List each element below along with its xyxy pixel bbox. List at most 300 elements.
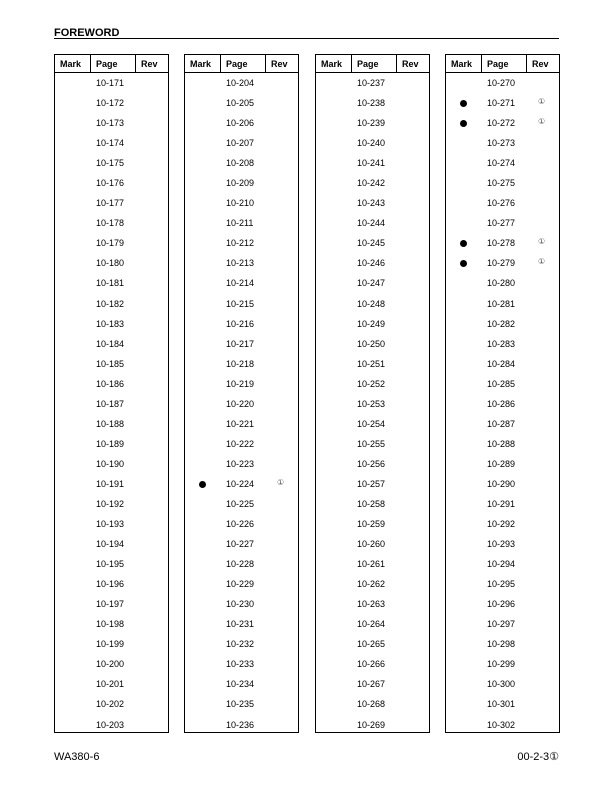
- table-body: [185, 75, 298, 737]
- table-row: [316, 336, 429, 356]
- table-row: [185, 596, 298, 616]
- table-row: [185, 316, 298, 336]
- table-row: [316, 296, 429, 316]
- page-number-cell: 10-238: [357, 98, 386, 109]
- page-number-cell: 10-239: [357, 118, 386, 129]
- table-row: [55, 275, 168, 295]
- table-row: [446, 396, 559, 416]
- page-number-cell: 10-254: [357, 418, 386, 429]
- table-row: [316, 616, 429, 636]
- page-number-cell: 10-268: [357, 699, 386, 710]
- page-number-cell: 10-247: [357, 278, 386, 289]
- table-row: [446, 596, 559, 616]
- table-row: [185, 636, 298, 656]
- table-row: [446, 135, 559, 155]
- page-number-cell: 10-299: [487, 659, 516, 670]
- page-number-cell: 10-209: [226, 178, 255, 189]
- page-number-cell: 10-211: [226, 218, 254, 229]
- page-number-cell: 10-171: [96, 78, 125, 88]
- page-number-cell: 10-210: [226, 198, 255, 209]
- page-number-cell: 10-262: [357, 579, 386, 590]
- page-number-cell: 10-249: [357, 318, 386, 329]
- column-header-rev: Rev: [141, 59, 158, 69]
- page-number-cell: 10-261: [357, 559, 386, 570]
- page-number-cell: 10-203: [96, 719, 125, 730]
- page-number-cell: 10-296: [487, 599, 516, 610]
- page-number-cell: 10-184: [96, 338, 125, 349]
- page-number-cell: 10-256: [357, 458, 386, 469]
- page-number-cell: 10-278: [487, 238, 516, 249]
- table-row: [55, 496, 168, 516]
- column-header-page: Page: [96, 59, 118, 69]
- page-number-cell: 10-283: [487, 338, 516, 349]
- table-row: [55, 696, 168, 716]
- page-number-cell: 10-274: [487, 158, 516, 169]
- page-number-cell: 10-206: [226, 118, 255, 129]
- revision-mark-bullet: [460, 240, 467, 247]
- table-row: [185, 75, 298, 95]
- table-row: [185, 496, 298, 516]
- table-row: [185, 416, 298, 436]
- page-number-cell: 10-292: [487, 519, 516, 530]
- page-number-cell: 10-244: [357, 218, 386, 229]
- page-number-cell: 10-276: [487, 198, 516, 209]
- table-row: [316, 456, 429, 476]
- table-row: [55, 215, 168, 235]
- table-row: [446, 296, 559, 316]
- page-number-cell: 10-213: [226, 258, 255, 269]
- column-divider: [396, 55, 397, 73]
- page-number-cell: 10-251: [357, 358, 386, 369]
- revision-number-cell: ①: [538, 257, 546, 267]
- page-number-cell: 10-265: [357, 639, 386, 650]
- page-number-cell: 10-284: [487, 358, 516, 369]
- revision-number-cell: ①: [538, 237, 546, 247]
- table-row: [55, 596, 168, 616]
- page-number-cell: 10-172: [96, 98, 125, 109]
- table-row: [316, 396, 429, 416]
- page-number-cell: 10-176: [96, 178, 125, 189]
- table-row: [55, 296, 168, 316]
- page-number-cell: 10-285: [487, 378, 516, 389]
- page-number-cell: 10-242: [357, 178, 386, 189]
- page-number-cell: 10-216: [226, 318, 255, 329]
- column-divider: [265, 55, 266, 73]
- page-number-cell: 10-288: [487, 438, 516, 449]
- page-number-cell: 10-240: [357, 138, 386, 149]
- page-number-cell: 10-287: [487, 418, 516, 429]
- table-row: [185, 516, 298, 536]
- page-number-cell: 10-185: [96, 358, 125, 369]
- page-number-cell: 10-194: [96, 539, 125, 550]
- table-row: [185, 456, 298, 476]
- column-header-page: Page: [487, 59, 509, 69]
- table-row: [446, 235, 559, 255]
- page-number-cell: 10-202: [96, 699, 125, 710]
- table-row: [446, 316, 559, 336]
- page-number-cell: 10-226: [226, 519, 255, 530]
- page-number-cell: 10-191: [96, 478, 125, 489]
- page-number-cell: 10-192: [96, 498, 125, 509]
- page-number-cell: 10-291: [487, 498, 516, 509]
- table-row: [446, 215, 559, 235]
- page-number-cell: 10-182: [96, 298, 125, 309]
- table-row: [446, 717, 559, 737]
- table-row: [55, 255, 168, 275]
- page-number-cell: 10-263: [357, 599, 386, 610]
- page-number-cell: 10-227: [226, 539, 255, 550]
- table-row: [185, 296, 298, 316]
- page-number-cell: 10-193: [96, 519, 125, 530]
- page-number-cell: 10-186: [96, 378, 125, 389]
- page-number-cell: 10-218: [226, 358, 255, 369]
- page-number-cell: 10-270: [487, 78, 516, 88]
- column-header-mark: Mark: [190, 59, 212, 69]
- table-row: [316, 376, 429, 396]
- table-row: [55, 416, 168, 436]
- table-row: [446, 516, 559, 536]
- table-row: [55, 676, 168, 696]
- table-row: [446, 456, 559, 476]
- page-number-cell: 10-196: [96, 579, 125, 590]
- page-number-cell: 10-187: [96, 398, 125, 409]
- table-row: [316, 275, 429, 295]
- table-row: [446, 175, 559, 195]
- page-number-cell: 10-269: [357, 719, 386, 730]
- table-row: [185, 235, 298, 255]
- page-number-cell: 10-175: [96, 158, 125, 169]
- table-row: [446, 436, 559, 456]
- table-body: [55, 75, 168, 737]
- page-number-cell: 10-295: [487, 579, 516, 590]
- table-row: [316, 476, 429, 496]
- table-row: [185, 336, 298, 356]
- table-row: [316, 215, 429, 235]
- page-number-cell: 10-235: [226, 699, 255, 710]
- table-row: [55, 436, 168, 456]
- table-row: [316, 717, 429, 737]
- page-number-cell: 10-257: [357, 478, 386, 489]
- page-number-cell: 10-266: [357, 659, 386, 670]
- page-number-cell: 10-177: [96, 198, 125, 209]
- page-number-cell: 10-259: [357, 519, 386, 530]
- page-number-cell: 10-237: [357, 78, 386, 88]
- column-header-rev: Rev: [402, 59, 419, 69]
- table-row: [446, 336, 559, 356]
- page-number-cell: 10-250: [357, 338, 386, 349]
- column-divider: [90, 55, 91, 73]
- page-number-cell: 10-207: [226, 138, 255, 149]
- page-number-cell: 10-248: [357, 298, 386, 309]
- column-header-mark: Mark: [321, 59, 343, 69]
- page-number-cell: 10-264: [357, 619, 386, 630]
- column-header-mark: Mark: [451, 59, 473, 69]
- table-row: [446, 556, 559, 576]
- table-row: [185, 376, 298, 396]
- table-row: [446, 496, 559, 516]
- table-row: [55, 396, 168, 416]
- page-list-table-3: [315, 54, 430, 733]
- table-row: [185, 676, 298, 696]
- table-row: [446, 576, 559, 596]
- table-row: [446, 255, 559, 275]
- page-number-cell: 10-230: [226, 599, 255, 610]
- table-row: [55, 175, 168, 195]
- revision-mark-bullet: [460, 260, 467, 267]
- table-row: [316, 135, 429, 155]
- page-number-cell: 10-236: [226, 719, 255, 730]
- page-number-cell: 10-204: [226, 78, 255, 88]
- table-row: [185, 696, 298, 716]
- page-number-cell: 10-275: [487, 178, 516, 189]
- page-number-cell: 10-234: [226, 679, 255, 690]
- page-title: FOREWORD: [54, 27, 120, 39]
- page-number-cell: 10-180: [96, 258, 125, 269]
- table-row: [185, 616, 298, 636]
- column-header-page: Page: [226, 59, 248, 69]
- page-number-cell: 10-301: [487, 699, 516, 710]
- revision-number-cell: ①: [538, 117, 546, 127]
- page-number-cell: 10-217: [226, 338, 255, 349]
- table-row: [185, 536, 298, 556]
- page-number-cell: 10-205: [226, 98, 255, 109]
- table-row: [185, 436, 298, 456]
- page-number-cell: 10-258: [357, 498, 386, 509]
- revision-number-cell: ①: [538, 97, 546, 107]
- table-row: [185, 155, 298, 175]
- page-number-cell: 10-267: [357, 679, 386, 690]
- page-number-cell: 10-232: [226, 639, 255, 650]
- revision-mark-bullet: [460, 100, 467, 107]
- table-row: [316, 676, 429, 696]
- table-row: [316, 516, 429, 536]
- table-row: [316, 576, 429, 596]
- table-header-row: [446, 55, 559, 73]
- page-number-cell: 10-199: [96, 639, 125, 650]
- table-row: [55, 95, 168, 115]
- page-number-cell: 10-286: [487, 398, 516, 409]
- table-row: [446, 676, 559, 696]
- table-row: [446, 696, 559, 716]
- table-row: [316, 235, 429, 255]
- table-row: [55, 536, 168, 556]
- table-row: [185, 356, 298, 376]
- table-row: [55, 316, 168, 336]
- table-row: [316, 316, 429, 336]
- table-row: [55, 75, 168, 95]
- page-number-cell: 10-215: [226, 298, 255, 309]
- revision-number-cell: ①: [277, 477, 285, 487]
- page-number-cell: 10-255: [357, 438, 386, 449]
- table-row: [446, 356, 559, 376]
- table-row: [185, 115, 298, 135]
- table-row: [55, 155, 168, 175]
- table-row: [316, 656, 429, 676]
- table-row: [55, 476, 168, 496]
- column-header-rev: Rev: [532, 59, 549, 69]
- revision-mark-bullet: [199, 481, 206, 488]
- page-number-cell: 10-289: [487, 458, 516, 469]
- page-number-cell: 10-294: [487, 559, 516, 570]
- table-row: [446, 636, 559, 656]
- table-row: [316, 556, 429, 576]
- page-number-cell: 10-253: [357, 398, 386, 409]
- table-row: [55, 636, 168, 656]
- table-row: [316, 536, 429, 556]
- column-divider: [351, 55, 352, 73]
- page-number-cell: 10-297: [487, 619, 516, 630]
- column-divider: [220, 55, 221, 73]
- table-row: [185, 135, 298, 155]
- table-row: [446, 115, 559, 135]
- table-row: [316, 255, 429, 275]
- table-row: [55, 556, 168, 576]
- page-number-cell: 10-221: [226, 418, 255, 429]
- page-number-cell: 10-279: [487, 258, 516, 269]
- table-header-row: [55, 55, 168, 73]
- page-number-cell: 10-219: [226, 378, 255, 389]
- table-row: [185, 396, 298, 416]
- page-number-cell: 10-201: [96, 679, 125, 690]
- table-row: [316, 416, 429, 436]
- page-number-cell: 10-178: [96, 218, 125, 229]
- page-number-cell: 10-198: [96, 619, 125, 630]
- page-number-cell: 10-271: [487, 98, 516, 109]
- table-row: [185, 275, 298, 295]
- table-row: [316, 436, 429, 456]
- table-row: [316, 195, 429, 215]
- page-number-cell: 10-302: [487, 719, 516, 730]
- page-number-cell: 10-241: [357, 158, 386, 169]
- table-row: [55, 717, 168, 737]
- table-row: [446, 476, 559, 496]
- table-row: [55, 195, 168, 215]
- table-row: [185, 195, 298, 215]
- table-row: [316, 636, 429, 656]
- table-row: [316, 175, 429, 195]
- page-number-cell: 10-282: [487, 318, 516, 329]
- table-row: [185, 255, 298, 275]
- table-row: [316, 115, 429, 135]
- page-number-cell: 10-280: [487, 278, 516, 289]
- page-number-cell: 10-208: [226, 158, 255, 169]
- table-row: [446, 376, 559, 396]
- page-number-cell: 10-252: [357, 378, 386, 389]
- page-number-cell: 10-188: [96, 418, 125, 429]
- page-number-cell: 10-189: [96, 438, 125, 449]
- table-row: [185, 556, 298, 576]
- page-number-cell: 10-298: [487, 639, 516, 650]
- page-number-cell: 10-195: [96, 559, 125, 570]
- table-row: [446, 416, 559, 436]
- page-number-cell: 10-212: [226, 238, 255, 249]
- table-row: [55, 235, 168, 255]
- table-header-row: [316, 55, 429, 73]
- page-number-cell: 10-225: [226, 498, 255, 509]
- page-number-cell: 10-222: [226, 438, 255, 449]
- table-row: [316, 696, 429, 716]
- column-header-rev: Rev: [271, 59, 288, 69]
- page-number-cell: 10-229: [226, 579, 255, 590]
- page-list-table-1: [54, 54, 169, 733]
- table-row: [185, 95, 298, 115]
- page-number-cell: 10-174: [96, 138, 125, 149]
- table-body: [316, 75, 429, 737]
- page-number-cell: 10-228: [226, 559, 255, 570]
- page-number-cell: 10-231: [226, 619, 255, 630]
- page-number-cell: 10-220: [226, 398, 255, 409]
- table-row: [446, 616, 559, 636]
- table-row: [316, 95, 429, 115]
- table-row: [316, 596, 429, 616]
- table-body: [446, 75, 559, 737]
- page-number-cell: 10-281: [487, 298, 516, 309]
- table-row: [185, 215, 298, 235]
- table-row: [446, 195, 559, 215]
- page-number-cell: 10-190: [96, 458, 125, 469]
- page-number-cell: 10-277: [487, 218, 516, 229]
- table-row: [55, 356, 168, 376]
- table-row: [55, 516, 168, 536]
- table-row: [185, 656, 298, 676]
- page-number-cell: 10-224: [226, 478, 255, 489]
- page-number-cell: 10-214: [226, 278, 255, 289]
- table-row: [316, 155, 429, 175]
- table-header-row: [185, 55, 298, 73]
- page-number-cell: 10-246: [357, 258, 386, 269]
- page-list-table-4: [445, 54, 560, 733]
- page-list-table-2: [184, 54, 299, 733]
- column-divider: [481, 55, 482, 73]
- page-number-cell: 10-290: [487, 478, 516, 489]
- page-number-cell: 10-233: [226, 659, 255, 670]
- table-row: [185, 175, 298, 195]
- table-row: [55, 115, 168, 135]
- table-row: [316, 75, 429, 95]
- column-divider: [135, 55, 136, 73]
- page-number-cell: 10-272: [487, 118, 516, 129]
- table-row: [55, 135, 168, 155]
- table-row: [446, 536, 559, 556]
- table-row: [55, 576, 168, 596]
- table-row: [55, 616, 168, 636]
- page-number-cell: 10-260: [357, 539, 386, 550]
- table-row: [55, 456, 168, 476]
- column-divider: [526, 55, 527, 73]
- revision-mark-bullet: [460, 120, 467, 127]
- page-number: 00-2-3①: [517, 751, 559, 763]
- page-number-cell: 10-245: [357, 238, 386, 249]
- page-number-cell: 10-223: [226, 458, 255, 469]
- page-number-cell: 10-200: [96, 659, 125, 670]
- page-number-cell: 10-243: [357, 198, 386, 209]
- page-number-cell: 10-181: [96, 278, 125, 289]
- column-header-page: Page: [357, 59, 379, 69]
- table-row: [316, 356, 429, 376]
- table-row: [55, 336, 168, 356]
- page-number-cell: 10-183: [96, 318, 125, 329]
- table-row: [446, 656, 559, 676]
- page-number-cell: 10-273: [487, 138, 516, 149]
- column-header-mark: Mark: [60, 59, 82, 69]
- table-row: [446, 75, 559, 95]
- header-rule: [54, 38, 559, 39]
- page-number-cell: 10-293: [487, 539, 516, 550]
- table-row: [316, 496, 429, 516]
- page-number-cell: 10-179: [96, 238, 125, 249]
- table-row: [55, 376, 168, 396]
- table-row: [446, 95, 559, 115]
